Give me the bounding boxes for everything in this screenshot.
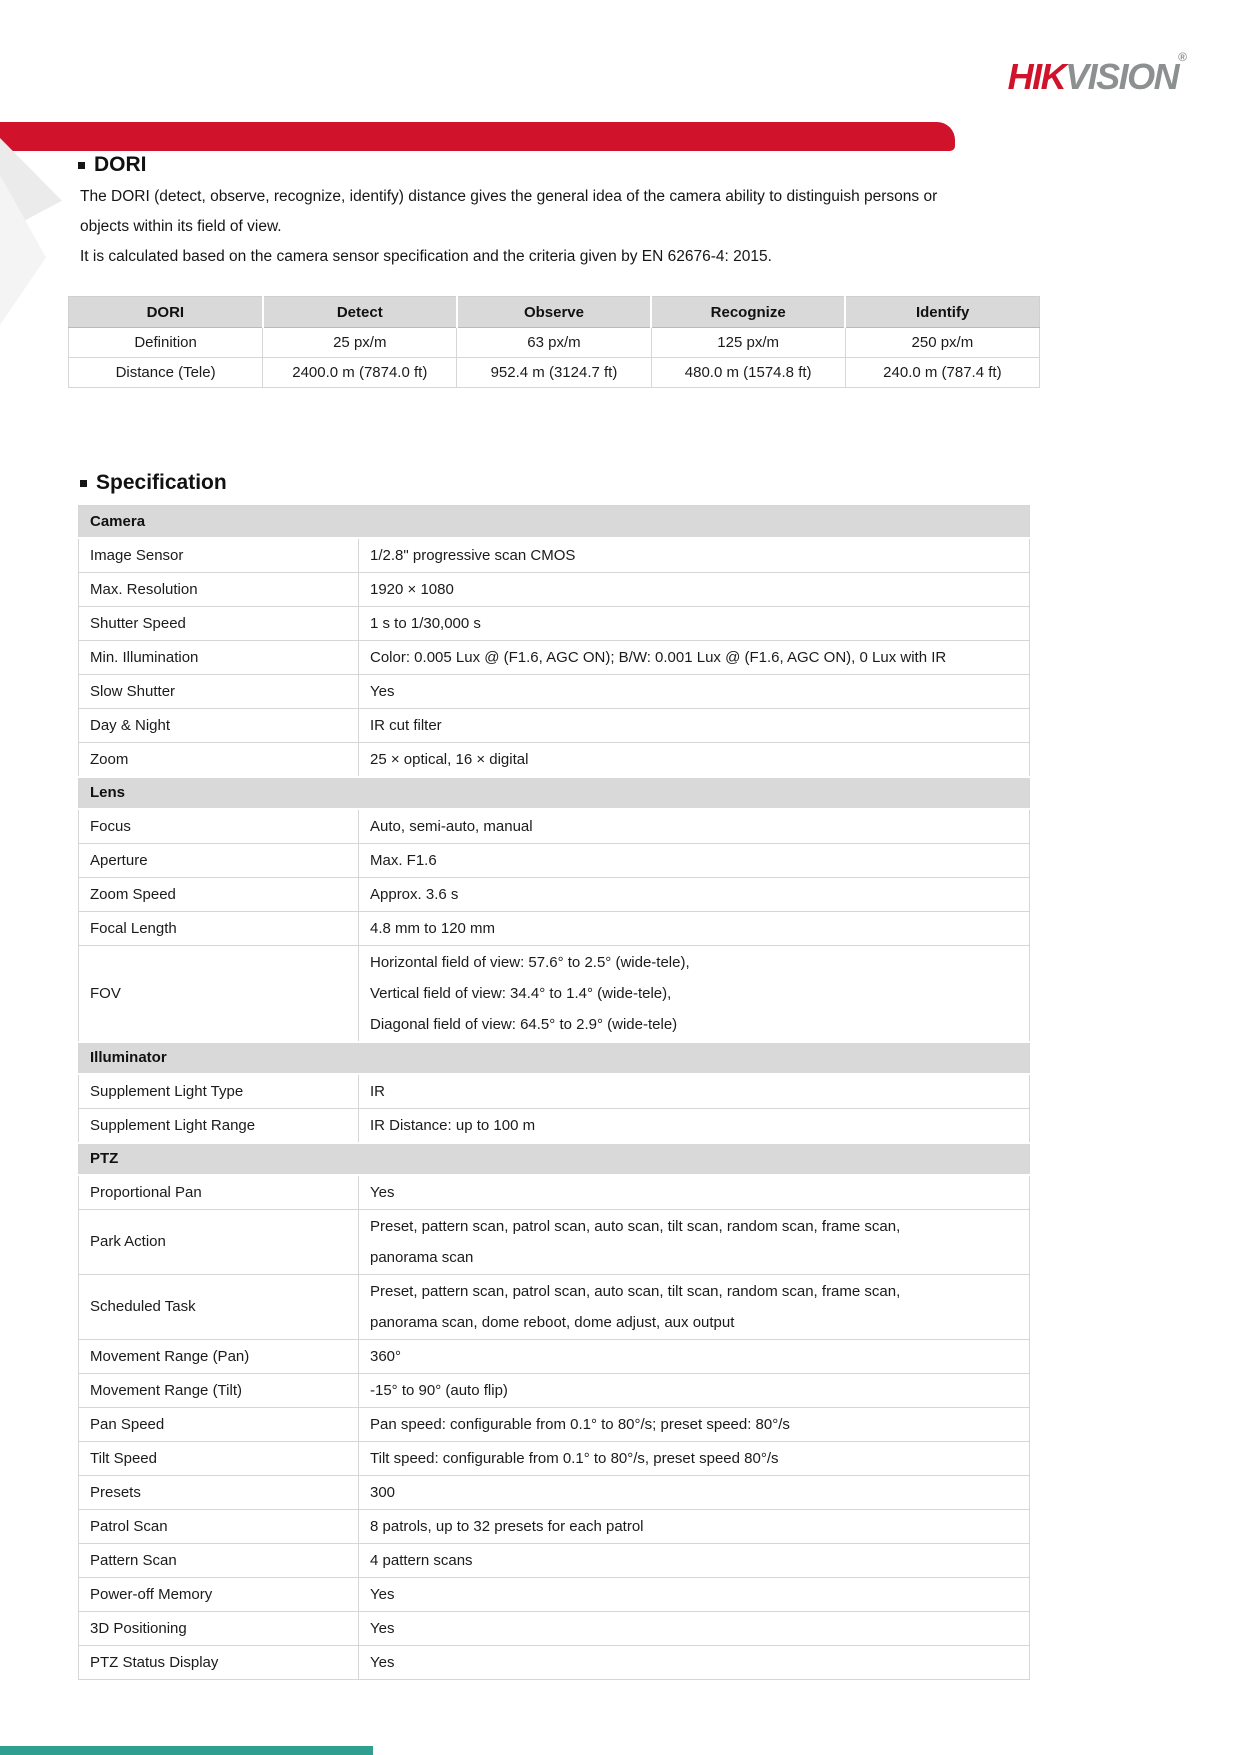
spec-data-row xyxy=(79,1441,1030,1475)
spec-value-line: IR xyxy=(370,1082,385,1100)
dori-table-cell: 250 px/m xyxy=(845,328,1039,358)
dori-section-heading xyxy=(78,153,147,177)
spec-data-row xyxy=(79,945,1030,1042)
spec-data-row xyxy=(79,1373,1030,1407)
spec-value-line: Pan speed: configurable from 0.1° to 80°/s; preset speed: 80°/s xyxy=(370,1415,790,1433)
spec-section-title: Lens xyxy=(79,777,1030,809)
spec-value-line: 360° xyxy=(370,1347,402,1365)
spec-value-cell xyxy=(359,1373,1030,1407)
dori-table-cell: 240.0 m (787.4 ft) xyxy=(845,358,1039,388)
spec-data-row xyxy=(79,1175,1030,1210)
logo-hik-text: HIK xyxy=(1007,56,1066,97)
spec-label-cell: Power-off Memory xyxy=(79,1577,359,1611)
spec-value-line: Diagonal field of view: 64.5° to 2.9° (wide-tele) xyxy=(370,1015,678,1033)
dori-table-cell: 63 px/m xyxy=(457,328,651,358)
dori-column-header: DORI xyxy=(69,297,263,328)
dori-column-header: Detect xyxy=(263,297,457,328)
spec-data-row xyxy=(79,1475,1030,1509)
dori-table-header-row xyxy=(69,297,1040,328)
spec-value-line: Yes xyxy=(370,1183,395,1201)
spec-data-row xyxy=(79,1407,1030,1441)
spec-value-cell xyxy=(359,945,1030,1042)
spec-label-cell: Shutter Speed xyxy=(79,606,359,640)
spec-label-cell: Park Action xyxy=(79,1209,359,1274)
spec-section-row xyxy=(79,1042,1030,1074)
spec-data-row xyxy=(79,1509,1030,1543)
spec-data-row xyxy=(79,1577,1030,1611)
spec-value-cell xyxy=(359,1509,1030,1543)
spec-label-cell: Day & Night xyxy=(79,708,359,742)
spec-value-cell xyxy=(359,1209,1030,1274)
spec-label-cell: Aperture xyxy=(79,843,359,877)
dori-table-cell: 25 px/m xyxy=(263,328,457,358)
spec-value-cell xyxy=(359,1441,1030,1475)
spec-data-row xyxy=(79,1543,1030,1577)
spec-value-line: 4 pattern scans xyxy=(370,1551,473,1569)
spec-value-cell xyxy=(359,538,1030,573)
spec-label-cell: Presets xyxy=(79,1475,359,1509)
spec-value-cell xyxy=(359,911,1030,945)
specification-table xyxy=(78,505,1030,1680)
spec-table-body xyxy=(79,506,1030,1680)
specification-heading-text: Specification xyxy=(96,471,227,494)
dori-table-row xyxy=(69,358,1040,388)
dori-column-header: Identify xyxy=(845,297,1039,328)
spec-value-line: 300 xyxy=(370,1483,396,1501)
spec-value-cell xyxy=(359,1577,1030,1611)
spec-section-title: Camera xyxy=(79,506,1030,538)
spec-label-cell: Slow Shutter xyxy=(79,674,359,708)
spec-value-line: IR cut filter xyxy=(370,716,442,734)
spec-label-cell: Supplement Light Range xyxy=(79,1108,359,1143)
spec-label-cell: Pan Speed xyxy=(79,1407,359,1441)
spec-label-cell: Supplement Light Type xyxy=(79,1074,359,1109)
spec-data-row xyxy=(79,1339,1030,1373)
dori-table-cell: 2400.0 m (7874.0 ft) xyxy=(263,358,457,388)
spec-value-line: 4.8 mm to 120 mm xyxy=(370,919,496,937)
spec-label-cell: Image Sensor xyxy=(79,538,359,573)
spec-section-row xyxy=(79,506,1030,538)
spec-data-row xyxy=(79,1074,1030,1109)
spec-value-line: Horizontal field of view: 57.6° to 2.5° (wide-tele), xyxy=(370,953,690,971)
spec-value-line: Auto, semi-auto, manual xyxy=(370,817,533,835)
spec-value-cell xyxy=(359,1475,1030,1509)
registered-mark-icon: ® xyxy=(1178,50,1187,64)
spec-value-cell xyxy=(359,1339,1030,1373)
hikvision-logo xyxy=(1008,50,1187,98)
spec-value-cell xyxy=(359,674,1030,708)
spec-data-row xyxy=(79,674,1030,708)
spec-value-line: Yes xyxy=(370,682,395,700)
spec-label-cell: FOV xyxy=(79,945,359,1042)
logo-vision-text: VISION xyxy=(1065,56,1179,97)
spec-value-cell xyxy=(359,1543,1030,1577)
spec-value-line: IR Distance: up to 100 m xyxy=(370,1116,536,1134)
spec-value-line: Color: 0.005 Lux @ (F1.6, AGC ON); B/W: 0.001 Lux @ (F1.6, AGC ON), 0 Lux with IR xyxy=(370,648,947,666)
spec-value-cell xyxy=(359,640,1030,674)
spec-value-line: -15° to 90° (auto flip) xyxy=(370,1381,508,1399)
spec-section-title: Illuminator xyxy=(79,1042,1030,1074)
spec-data-row xyxy=(79,572,1030,606)
square-bullet-icon xyxy=(80,480,87,487)
spec-data-row xyxy=(79,1611,1030,1645)
spec-data-row xyxy=(79,538,1030,573)
spec-data-row xyxy=(79,809,1030,844)
dori-paragraph-line3: It is calculated based on the camera sensor specification and the criteria given by EN 62676-4: 2015. xyxy=(80,248,772,265)
dori-table-row xyxy=(69,328,1040,358)
spec-value-line: Max. F1.6 xyxy=(370,851,437,869)
dori-paragraph-line1: The DORI (detect, observe, recognize, identify) distance gives the general idea of the camera ability to distinguish persons or xyxy=(80,188,938,205)
spec-value-cell xyxy=(359,708,1030,742)
spec-value-line: Vertical field of view: 34.4° to 1.4° (wide-tele), xyxy=(370,984,672,1002)
header-red-banner xyxy=(0,122,955,151)
spec-value-cell xyxy=(359,1175,1030,1210)
dori-table-cell: 480.0 m (1574.8 ft) xyxy=(651,358,845,388)
spec-value-cell xyxy=(359,809,1030,844)
spec-value-cell xyxy=(359,1108,1030,1143)
spec-label-cell: Pattern Scan xyxy=(79,1543,359,1577)
spec-value-cell xyxy=(359,1074,1030,1109)
spec-value-cell xyxy=(359,572,1030,606)
spec-value-line: Tilt speed: configurable from 0.1° to 80°/s, preset speed 80°/s xyxy=(370,1449,779,1467)
spec-data-row xyxy=(79,606,1030,640)
spec-value-line: Preset, pattern scan, patrol scan, auto scan, tilt scan, random scan, frame scan, xyxy=(370,1217,901,1235)
spec-value-cell xyxy=(359,1274,1030,1339)
dori-table-cell: Distance (Tele) xyxy=(69,358,263,388)
spec-label-cell: Min. Illumination xyxy=(79,640,359,674)
spec-section-row xyxy=(79,777,1030,809)
spec-value-cell xyxy=(359,843,1030,877)
spec-value-line: 1920 × 1080 xyxy=(370,580,454,598)
spec-value-line: Yes xyxy=(370,1619,395,1637)
specification-section-heading xyxy=(80,471,227,495)
spec-value-cell xyxy=(359,877,1030,911)
square-bullet-icon xyxy=(78,162,85,169)
dori-column-header: Observe xyxy=(457,297,651,328)
spec-label-cell: 3D Positioning xyxy=(79,1611,359,1645)
spec-data-row xyxy=(79,843,1030,877)
spec-value-line: 25 × optical, 16 × digital xyxy=(370,750,529,768)
spec-value-line: panorama scan xyxy=(370,1248,474,1266)
spec-section-title: PTZ xyxy=(79,1143,1030,1175)
spec-value-line: Preset, pattern scan, patrol scan, auto scan, tilt scan, random scan, frame scan, xyxy=(370,1282,901,1300)
spec-value-line: Approx. 3.6 s xyxy=(370,885,459,903)
spec-label-cell: Scheduled Task xyxy=(79,1274,359,1339)
spec-value-line: 1/2.8" progressive scan CMOS xyxy=(370,546,576,564)
spec-section-row xyxy=(79,1143,1030,1175)
spec-data-row xyxy=(79,1108,1030,1143)
spec-value-cell xyxy=(359,1645,1030,1679)
dori-table-body xyxy=(69,328,1040,388)
spec-data-row xyxy=(79,742,1030,777)
spec-label-cell: Movement Range (Pan) xyxy=(79,1339,359,1373)
spec-label-cell: Movement Range (Tilt) xyxy=(79,1373,359,1407)
spec-data-row xyxy=(79,1209,1030,1274)
spec-value-line: Yes xyxy=(370,1653,395,1671)
spec-label-cell: PTZ Status Display xyxy=(79,1645,359,1679)
spec-label-cell: Max. Resolution xyxy=(79,572,359,606)
spec-value-line: 1 s to 1/30,000 s xyxy=(370,614,481,632)
dori-heading-text: DORI xyxy=(94,153,147,176)
spec-label-cell: Tilt Speed xyxy=(79,1441,359,1475)
spec-data-row xyxy=(79,911,1030,945)
spec-label-cell: Zoom xyxy=(79,742,359,777)
spec-label-cell: Proportional Pan xyxy=(79,1175,359,1210)
spec-label-cell: Zoom Speed xyxy=(79,877,359,911)
spec-label-cell: Patrol Scan xyxy=(79,1509,359,1543)
spec-label-cell: Focus xyxy=(79,809,359,844)
spec-data-row xyxy=(79,1645,1030,1679)
footer-teal-strip xyxy=(0,1746,373,1755)
spec-value-cell xyxy=(359,742,1030,777)
dori-table-cell: 952.4 m (3124.7 ft) xyxy=(457,358,651,388)
spec-value-cell xyxy=(359,1407,1030,1441)
spec-value-line: 8 patrols, up to 32 presets for each patrol xyxy=(370,1517,644,1535)
spec-value-line: panorama scan, dome reboot, dome adjust, aux output xyxy=(370,1313,735,1331)
dori-table-cell: Definition xyxy=(69,328,263,358)
dori-table xyxy=(68,296,1040,388)
spec-value-cell xyxy=(359,1611,1030,1645)
dori-table-cell: 125 px/m xyxy=(651,328,845,358)
spec-data-row xyxy=(79,877,1030,911)
spec-value-cell xyxy=(359,606,1030,640)
dori-paragraph-line2: objects within its field of view. xyxy=(80,218,282,235)
spec-value-line: Yes xyxy=(370,1585,395,1603)
spec-data-row xyxy=(79,708,1030,742)
spec-data-row xyxy=(79,1274,1030,1339)
dori-column-header: Recognize xyxy=(651,297,845,328)
spec-data-row xyxy=(79,640,1030,674)
spec-label-cell: Focal Length xyxy=(79,911,359,945)
